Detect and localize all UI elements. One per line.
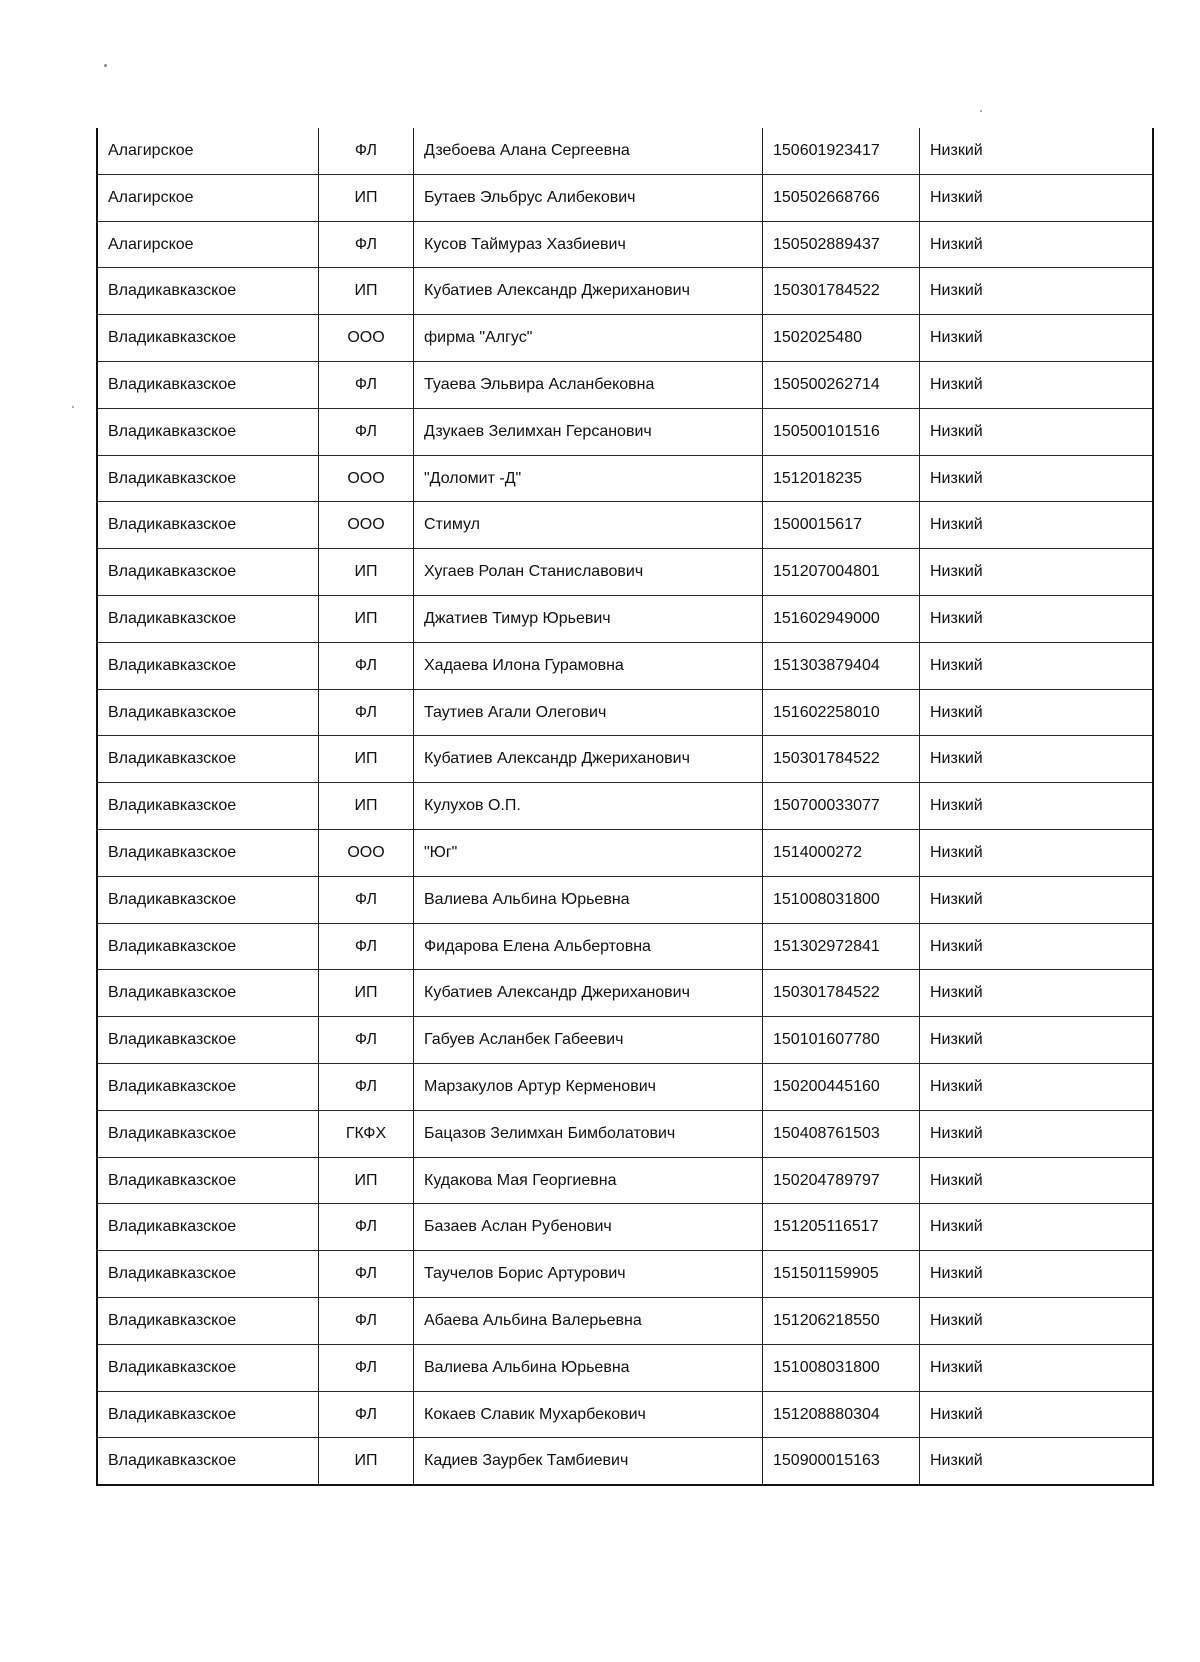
- table-row: [97, 315, 1153, 362]
- table-row: [97, 876, 1153, 923]
- cell-entity-type: ИП: [319, 1157, 414, 1204]
- cell-risk-level: Низкий: [920, 174, 1154, 221]
- cell-entity-name: Кокаев Славик Мухарбекович: [414, 1391, 763, 1438]
- cell-entity-name: Валиева Альбина Юрьевна: [414, 1344, 763, 1391]
- cell-region: Владикавказское: [97, 1204, 319, 1251]
- cell-inn: 150502889437: [763, 221, 920, 268]
- cell-risk-level: Низкий: [920, 923, 1154, 970]
- cell-risk-level: Низкий: [920, 970, 1154, 1017]
- cell-region: Владикавказское: [97, 1251, 319, 1298]
- table-row: [97, 502, 1153, 549]
- cell-region: Алагирское: [97, 174, 319, 221]
- table-row: [97, 689, 1153, 736]
- cell-entity-type: ГКФХ: [319, 1110, 414, 1157]
- cell-risk-level: Низкий: [920, 689, 1154, 736]
- table-row: [97, 1157, 1153, 1204]
- cell-region: Владикавказское: [97, 783, 319, 830]
- cell-entity-name: фирма "Алгус": [414, 315, 763, 362]
- cell-inn: 1512018235: [763, 455, 920, 502]
- cell-entity-name: Бацазов Зелимхан Бимболатович: [414, 1110, 763, 1157]
- cell-risk-level: Низкий: [920, 455, 1154, 502]
- cell-entity-type: ФЛ: [319, 361, 414, 408]
- table-row: [97, 221, 1153, 268]
- cell-entity-name: Абаева Альбина Валерьевна: [414, 1297, 763, 1344]
- registry-table: [96, 128, 1154, 1486]
- table-row: [97, 408, 1153, 455]
- table-row: [97, 549, 1153, 596]
- cell-inn: 150700033077: [763, 783, 920, 830]
- cell-region: Владикавказское: [97, 595, 319, 642]
- cell-entity-type: ФЛ: [319, 876, 414, 923]
- table-row: [97, 642, 1153, 689]
- cell-inn: 150101607780: [763, 1017, 920, 1064]
- cell-risk-level: Низкий: [920, 502, 1154, 549]
- cell-inn: 151207004801: [763, 549, 920, 596]
- cell-region: Владикавказское: [97, 642, 319, 689]
- cell-risk-level: Низкий: [920, 315, 1154, 362]
- cell-risk-level: Низкий: [920, 549, 1154, 596]
- cell-risk-level: Низкий: [920, 1297, 1154, 1344]
- table-row: [97, 970, 1153, 1017]
- cell-risk-level: Низкий: [920, 736, 1154, 783]
- cell-region: Владикавказское: [97, 1157, 319, 1204]
- cell-entity-type: ИП: [319, 736, 414, 783]
- cell-entity-type: ИП: [319, 268, 414, 315]
- cell-entity-name: Хадаева Илона Гурамовна: [414, 642, 763, 689]
- cell-inn: 150301784522: [763, 268, 920, 315]
- cell-entity-type: ООО: [319, 455, 414, 502]
- scan-speck: [104, 64, 107, 67]
- table-row: [97, 1438, 1153, 1485]
- cell-entity-name: Кубатиев Александр Джериханович: [414, 268, 763, 315]
- cell-inn: 151206218550: [763, 1297, 920, 1344]
- cell-entity-name: Стимул: [414, 502, 763, 549]
- cell-entity-type: ООО: [319, 502, 414, 549]
- cell-entity-name: Фидарова Елена Альбертовна: [414, 923, 763, 970]
- cell-entity-name: Таутиев Агали Олегович: [414, 689, 763, 736]
- cell-region: Владикавказское: [97, 923, 319, 970]
- cell-risk-level: Низкий: [920, 1251, 1154, 1298]
- cell-entity-name: Туаева Эльвира Асланбековна: [414, 361, 763, 408]
- table-row: [97, 174, 1153, 221]
- cell-risk-level: Низкий: [920, 1110, 1154, 1157]
- registry-table-body: [97, 128, 1153, 1485]
- cell-entity-name: Дзебоева Алана Сергеевна: [414, 128, 763, 174]
- cell-risk-level: Низкий: [920, 1438, 1154, 1485]
- cell-region: Владикавказское: [97, 1063, 319, 1110]
- cell-entity-type: ФЛ: [319, 128, 414, 174]
- cell-risk-level: Низкий: [920, 829, 1154, 876]
- cell-risk-level: Низкий: [920, 268, 1154, 315]
- cell-entity-name: Джатиев Тимур Юрьевич: [414, 595, 763, 642]
- cell-risk-level: Низкий: [920, 1391, 1154, 1438]
- table-row: [97, 1204, 1153, 1251]
- cell-entity-type: ООО: [319, 315, 414, 362]
- cell-entity-type: ФЛ: [319, 642, 414, 689]
- cell-region: Владикавказское: [97, 1344, 319, 1391]
- cell-region: Владикавказское: [97, 1017, 319, 1064]
- cell-risk-level: Низкий: [920, 221, 1154, 268]
- table-row: [97, 783, 1153, 830]
- cell-inn: 150204789797: [763, 1157, 920, 1204]
- cell-entity-name: Кадиев Заурбек Тамбиевич: [414, 1438, 763, 1485]
- cell-entity-name: Бутаев Эльбрус Алибекович: [414, 174, 763, 221]
- cell-inn: 151008031800: [763, 876, 920, 923]
- cell-inn: 150500262714: [763, 361, 920, 408]
- table-row: [97, 455, 1153, 502]
- cell-inn: 150301784522: [763, 736, 920, 783]
- cell-inn: 150601923417: [763, 128, 920, 174]
- cell-region: Владикавказское: [97, 455, 319, 502]
- cell-entity-type: ФЛ: [319, 1344, 414, 1391]
- cell-entity-type: ИП: [319, 174, 414, 221]
- cell-inn: 150900015163: [763, 1438, 920, 1485]
- cell-risk-level: Низкий: [920, 408, 1154, 455]
- cell-entity-type: ФЛ: [319, 221, 414, 268]
- cell-entity-type: ИП: [319, 595, 414, 642]
- cell-inn: 1500015617: [763, 502, 920, 549]
- cell-inn: 151602258010: [763, 689, 920, 736]
- cell-region: Владикавказское: [97, 736, 319, 783]
- cell-risk-level: Низкий: [920, 1204, 1154, 1251]
- table-row: [97, 1110, 1153, 1157]
- cell-inn: 150502668766: [763, 174, 920, 221]
- cell-inn: 150301784522: [763, 970, 920, 1017]
- cell-region: Владикавказское: [97, 829, 319, 876]
- table-row: [97, 1063, 1153, 1110]
- cell-entity-name: Хугаев Ролан Станиславович: [414, 549, 763, 596]
- cell-risk-level: Низкий: [920, 361, 1154, 408]
- cell-region: Владикавказское: [97, 970, 319, 1017]
- cell-region: Владикавказское: [97, 549, 319, 596]
- cell-inn: 150500101516: [763, 408, 920, 455]
- cell-region: Владикавказское: [97, 1438, 319, 1485]
- cell-entity-type: ФЛ: [319, 1297, 414, 1344]
- cell-inn: 151303879404: [763, 642, 920, 689]
- cell-entity-name: Габуев Асланбек Габеевич: [414, 1017, 763, 1064]
- cell-region: Алагирское: [97, 128, 319, 174]
- cell-entity-name: Валиева Альбина Юрьевна: [414, 876, 763, 923]
- table-row: [97, 361, 1153, 408]
- cell-entity-type: ИП: [319, 1438, 414, 1485]
- table-row: [97, 829, 1153, 876]
- cell-inn: 150200445160: [763, 1063, 920, 1110]
- cell-entity-type: ИП: [319, 783, 414, 830]
- cell-inn: 151302972841: [763, 923, 920, 970]
- cell-entity-name: Дзукаев Зелимхан Герсанович: [414, 408, 763, 455]
- cell-entity-type: ИП: [319, 549, 414, 596]
- cell-entity-name: Таучелов Борис Артурович: [414, 1251, 763, 1298]
- cell-entity-name: "Юг": [414, 829, 763, 876]
- cell-risk-level: Низкий: [920, 128, 1154, 174]
- cell-inn: 151602949000: [763, 595, 920, 642]
- cell-region: Владикавказское: [97, 689, 319, 736]
- scan-speck: [980, 110, 982, 112]
- cell-region: Владикавказское: [97, 1391, 319, 1438]
- cell-entity-type: ФЛ: [319, 1251, 414, 1298]
- cell-entity-name: Марзакулов Артур Керменович: [414, 1063, 763, 1110]
- scan-speck: [72, 406, 74, 408]
- cell-entity-name: Кубатиев Александр Джериханович: [414, 736, 763, 783]
- cell-entity-name: Кулухов О.П.: [414, 783, 763, 830]
- cell-entity-name: Кусов Таймураз Хазбиевич: [414, 221, 763, 268]
- cell-region: Алагирское: [97, 221, 319, 268]
- cell-inn: 151501159905: [763, 1251, 920, 1298]
- table-row: [97, 923, 1153, 970]
- cell-entity-name: "Доломит -Д": [414, 455, 763, 502]
- cell-entity-type: ФЛ: [319, 689, 414, 736]
- table-row: [97, 1297, 1153, 1344]
- table-row: [97, 128, 1153, 174]
- cell-inn: 151008031800: [763, 1344, 920, 1391]
- cell-risk-level: Низкий: [920, 1017, 1154, 1064]
- cell-region: Владикавказское: [97, 408, 319, 455]
- cell-entity-type: ИП: [319, 970, 414, 1017]
- cell-region: Владикавказское: [97, 1110, 319, 1157]
- cell-risk-level: Низкий: [920, 783, 1154, 830]
- table-row: [97, 1344, 1153, 1391]
- cell-entity-name: Кубатиев Александр Джериханович: [414, 970, 763, 1017]
- cell-risk-level: Низкий: [920, 1063, 1154, 1110]
- cell-risk-level: Низкий: [920, 595, 1154, 642]
- table-row: [97, 736, 1153, 783]
- cell-entity-name: Базаев Аслан Рубенович: [414, 1204, 763, 1251]
- table-row: [97, 1017, 1153, 1064]
- cell-inn: 1514000272: [763, 829, 920, 876]
- cell-region: Владикавказское: [97, 315, 319, 362]
- table-row: [97, 1251, 1153, 1298]
- cell-inn: 151208880304: [763, 1391, 920, 1438]
- cell-inn: 150408761503: [763, 1110, 920, 1157]
- cell-entity-type: ООО: [319, 829, 414, 876]
- cell-entity-name: Кудакова Мая Георгиевна: [414, 1157, 763, 1204]
- table-row: [97, 268, 1153, 315]
- cell-entity-type: ФЛ: [319, 1391, 414, 1438]
- cell-risk-level: Низкий: [920, 1344, 1154, 1391]
- cell-region: Владикавказское: [97, 268, 319, 315]
- cell-risk-level: Низкий: [920, 1157, 1154, 1204]
- cell-region: Владикавказское: [97, 502, 319, 549]
- table-row: [97, 1391, 1153, 1438]
- cell-entity-type: ФЛ: [319, 923, 414, 970]
- cell-entity-type: ФЛ: [319, 1063, 414, 1110]
- cell-risk-level: Низкий: [920, 642, 1154, 689]
- cell-inn: 1502025480: [763, 315, 920, 362]
- cell-entity-type: ФЛ: [319, 408, 414, 455]
- cell-region: Владикавказское: [97, 876, 319, 923]
- cell-region: Владикавказское: [97, 1297, 319, 1344]
- table-row: [97, 595, 1153, 642]
- cell-region: Владикавказское: [97, 361, 319, 408]
- cell-risk-level: Низкий: [920, 876, 1154, 923]
- cell-entity-type: ФЛ: [319, 1204, 414, 1251]
- cell-inn: 151205116517: [763, 1204, 920, 1251]
- cell-entity-type: ФЛ: [319, 1017, 414, 1064]
